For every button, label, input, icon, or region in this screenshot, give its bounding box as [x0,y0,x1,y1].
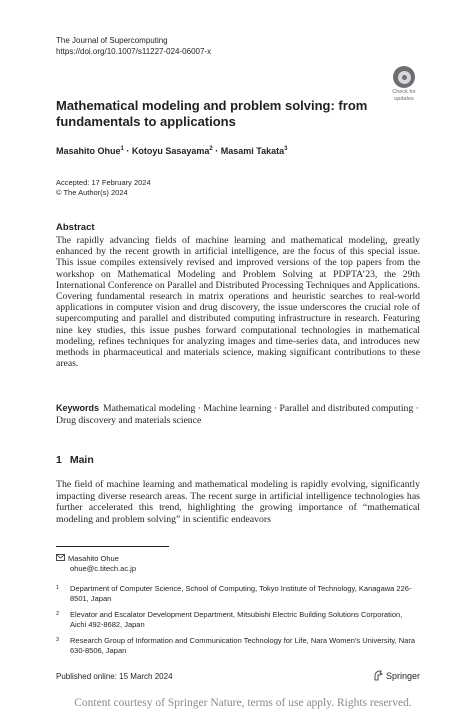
author-affil-sup: 2 [209,146,213,152]
published-date: Published online: 15 March 2024 [56,672,173,681]
author-name[interactable]: Masahito Ohue [56,146,121,156]
article-dates [56,178,151,198]
keywords [56,403,420,426]
affiliation-text: Elevator and Escalator Development Department, Mitsubishi Electric Building Solutions Corporation, Aichi 492-8682, Japan [70,610,403,629]
affiliation-1 [56,584,420,604]
abstract-heading: Abstract [56,222,95,233]
check-for-updates-badge[interactable] [386,66,422,102]
footnote-divider [56,546,169,547]
author-list [56,146,287,156]
affiliation-3 [56,636,420,656]
affiliation-text: Department of Computer Science, School of Computing, Tokyo Institute of Technology, Kanagawa 226-8501, Japan [70,584,412,603]
springer-horse-icon [373,670,383,683]
envelope-icon [56,554,68,564]
author-name[interactable]: Kotoyu Sasayama [131,146,210,156]
keywords-text: Mathematical modeling · Machine learning · Parallel and distributed computing · Drug discovery and materials science [56,403,419,426]
affiliation-number: 1 [56,585,60,591]
author-separator: · [212,146,221,156]
author-separator: · [123,146,132,156]
abstract-text: The rapidly advancing fields of machine learning and mathematical modeling, greatly enhanced by the recent growth in artificial intelligence, are the focus of this special issue. This issue compiles extensively revised and improved versions of the top papers from the workshop on Mathematical Modeling and Problem Solving at PDPTA’23, the 29th International Conference on Parallel and Distributed Processing Techniques and Applications. Covering fundamental research in matrix operations and heuristic searches to real-world applications in computer vision and drug discovery, the issue underscores the crucial role of supercomputing and parallel and distributed computing infrastructure in research. Featuring nine key studies, this issue pushes forward computational technologies in mathematical modeling, refines techniques for analyzing images and time-series data, and introduces new methods in pharmaceutical and materials science, making significant contributions to these areas. [56,235,420,370]
badge-line2: updates [394,96,414,102]
author-affil-sup: 1 [120,146,124,152]
section-title: Main [69,454,94,466]
affiliation-2 [56,610,420,630]
affiliation-number: 2 [56,611,60,617]
springer-logo [373,670,420,683]
correspondence [56,554,136,574]
keywords-label: Keywords [56,403,100,413]
section-number: 1 [56,454,62,466]
section-body: The field of machine learning and mathematical modeling is rapidly evolving, significantly impacting diverse research areas. The recent surge in artificial intelligence technologies has further accelerated this trend, highlighting the growing importance of “mathematical modeling and problem solving” in scientific endeavors [56,479,420,525]
correspondent-email[interactable]: ohue@c.titech.ac.jp [70,564,136,573]
article-title: Mathematical modeling and problem solving: from fundamentals to applications [56,98,368,129]
publisher-name: Springer [386,671,421,681]
section-heading [56,454,94,466]
journal-name: The Journal of Supercomputing [56,36,168,45]
courtesy-notice: Content courtesy of Springer Nature, terms of use apply. Rights reserved. [74,697,412,709]
doi-link[interactable]: https://doi.org/10.1007/s11227-024-06007-x [56,47,212,56]
affiliation-text: Research Group of Information and Communication Technology for Life, Nara Women’s University, Nara 630-8506, Japan [70,636,416,655]
author-name[interactable]: Masami Takata [220,146,285,156]
journal-header [56,35,211,57]
badge-line1: Check for [392,89,416,95]
affiliation-number: 3 [56,637,60,643]
accepted-date: Accepted: 17 February 2024 [56,178,151,187]
author-affil-sup: 3 [284,146,288,152]
correspondent-name: Masahito Ohue [68,554,119,563]
copyright: © The Author(s) 2024 [56,188,128,197]
update-icon [393,66,415,88]
